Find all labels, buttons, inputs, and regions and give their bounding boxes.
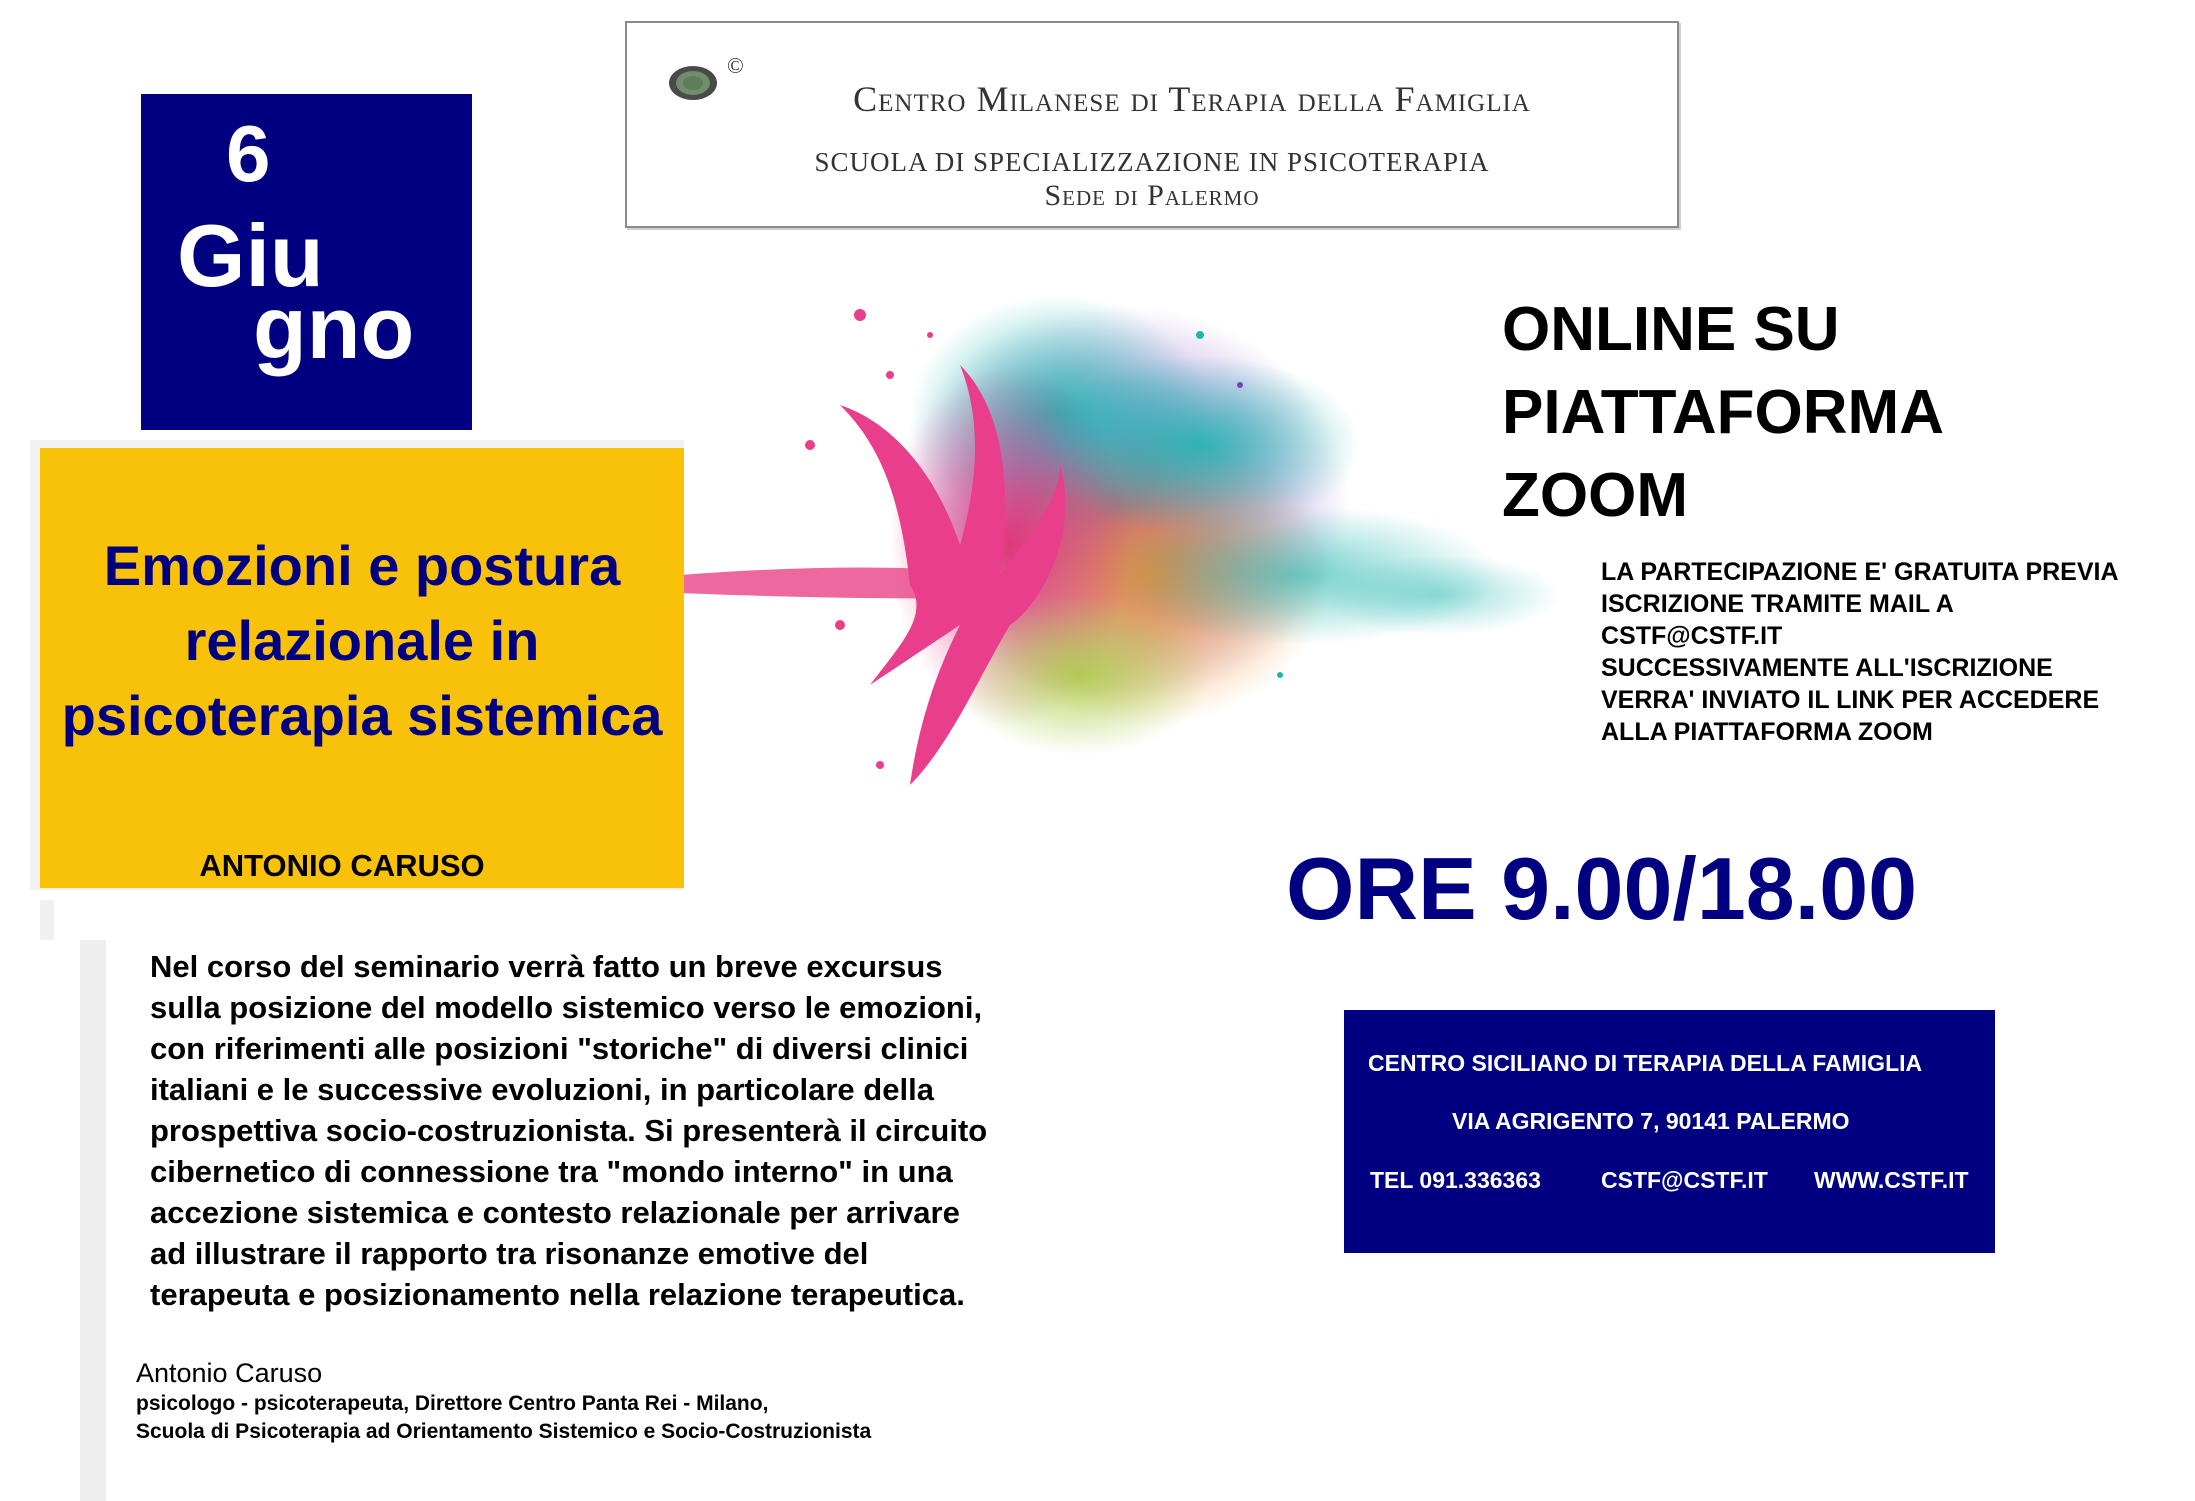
school-subtitle: SCUOLA DI SPECIALIZZAZIONE IN PSICOTERAPIA (814, 147, 1490, 177)
event-author: ANTONIO CARUSO (199, 848, 485, 883)
info-line: LA PARTECIPAZIONE E' GRATUITA PREVIA (1601, 558, 2119, 586)
speaker-role-line: Scuola di Psicoterapia ad Orientamento Sistemico e Socio-Costruzionista (136, 1420, 872, 1443)
contact-website: WWW.CSTF.IT (1814, 1167, 1969, 1193)
online-heading-line: ONLINE SU (1502, 295, 1840, 364)
info-line: ISCRIZIONE TRAMITE MAIL A (1601, 590, 1954, 618)
copyright-mark: © (727, 53, 744, 78)
date-badge (141, 94, 472, 430)
contact-box (1344, 1010, 1995, 1253)
info-line: CSTF@CSTF.IT (1601, 622, 1783, 650)
registration-info (1601, 556, 2119, 748)
date-day: 6 (226, 109, 271, 198)
event-hours: ORE 9.00/18.00 (1286, 839, 1918, 938)
description-line: cibernetico di connessione tra "mondo interno" in una (150, 1154, 953, 1189)
speaker-name: Antonio Caruso (136, 1358, 323, 1388)
speaker-role-line: psicologo - psicoterapeuta, Direttore Centro Panta Rei - Milano, (136, 1392, 769, 1415)
school-location: Sede di Palermo (1044, 179, 1260, 212)
date-month-part2: gno (253, 278, 415, 377)
speaker-role (136, 1390, 871, 1446)
description-line: ad illustrare il rapporto tra risonanze emotive del (150, 1236, 869, 1271)
online-heading-line: ZOOM (1502, 461, 1688, 530)
school-title: Centro Milanese di Terapia della Famiglia (853, 79, 1531, 119)
school-header (625, 21, 1679, 228)
info-line: ALLA PIATTAFORMA ZOOM (1601, 718, 1933, 746)
seminar-description (150, 946, 1110, 1315)
color-splash-illustration (680, 245, 1600, 835)
decorative-strip-top (40, 900, 54, 940)
online-heading-line: PIATTAFORMA (1502, 378, 1944, 447)
description-line: italiani e le successive evoluzioni, in particolare della (150, 1072, 934, 1107)
contact-address: VIA AGRIGENTO 7, 90141 PALERMO (1452, 1108, 1850, 1134)
description-line: terapeuta e posizionamento nella relazione terapeutica. (150, 1277, 965, 1312)
description-line: con riferimenti alle posizioni "storiche" di diversi clinici (150, 1031, 969, 1066)
date-month-part1: Giu (177, 206, 324, 305)
event-title-box (40, 448, 684, 888)
info-line: VERRA' INVIATO IL LINK PER ACCEDERE (1601, 686, 2100, 714)
info-line: SUCCESSIVAMENTE ALL'ISCRIZIONE (1601, 654, 2053, 682)
description-line: Nel corso del seminario verrà fatto un breve excursus (150, 949, 943, 984)
contact-phone: TEL 091.336363 (1370, 1167, 1541, 1193)
event-title: Emozioni e postura relazionale in psicoterapia sistemica (61, 534, 663, 747)
contact-email: CSTF@CSTF.IT (1601, 1167, 1768, 1193)
description-line: prospettiva socio-costruzionista. Si presenterà il circuito (150, 1113, 988, 1148)
description-line: sulla posizione del modello sistemico verso le emozioni, (150, 990, 983, 1025)
contact-organization: CENTRO SICILIANO DI TERAPIA DELLA FAMIGLIA (1368, 1050, 1923, 1076)
decorative-strip (80, 940, 106, 1501)
online-heading (1502, 288, 1944, 537)
description-line: accezione sistemica e contesto relazionale per arrivare (150, 1195, 960, 1230)
